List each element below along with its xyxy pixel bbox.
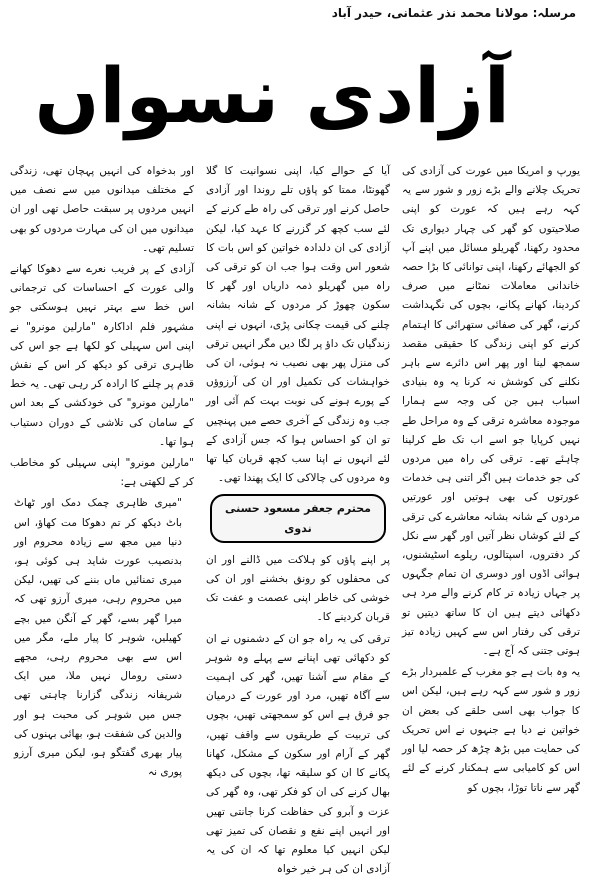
contributor-line: مرسلہ: مولانا محمد نذر عثمانی، حیدر آباد [331, 6, 576, 20]
column-middle [206, 162, 390, 876]
paragraph: آزادی کے پر فریب نعرے سے دھوکا کھانے والی عورت کے احساسات کی ترجمانی اس خط سے بہتر نہیں ہوسکتی جو مشہور فلم اداکارہ "مارلین مونرو" نے اپنی اس سہیلی کو لکھا ہے جو اس کی ظاہری ترقی کو دیکھ کر اس کے نقش قدم پر چلنے کا ارادہ کر رہی تھی۔ یہ خط "مارلین مونرو" کی خودکشی کے بعد اس کے سامان کی تلاشی کے دوران دستیاب ہوا تھا۔ [10, 263, 194, 448]
paragraph: اور بدخواہ کی انہیں پہچان تھی، زندگی کے مختلف میدانوں میں سے نصف میں انہیں مردوں پر سبقت حاصل تھی اور ان میدانوں میں ان کی مہارت مردوں کو بھی تسلیم تھی۔ [10, 165, 194, 254]
paragraph: آیا کے حوالے کیا، اپنی نسوانیت کا گلا گھونٹا، ممتا کو پاؤں تلے روندا اور آزادی حاصل کرنے اور ترقی کی راہ طے کرنے کے لئے سب کچھ کر گزرنے کا عہد کیا، لیکن آزادی کی ان دلدادہ خواتین کو اس بات کا شعور اس وقت ہوا جب ان کو ترقی کی راہ میں گھریلو ذمہ داریاں اور گھر کا سکون چھوڑ کر مردوں کے شانہ بشانہ چلنے کی قیمت چکانی پڑی، انہوں نے اپنی زندگیاں تک داؤ پر لگا دیں مگر انہیں ترقی کی منزل پھر بھی نصیب نہ ہوئی، ان کی خواہشات کی تکمیل اور ان کی آرزوؤں کے پورے ہونے کی نوبت بہت کم آئی اور جب وہ زندگی کے آخری حصے میں پہنچیں تو ان کو احساس ہوا کہ جس آزادی کے لئے انہوں نے اپنا سب کچھ قربان کیا تھا وہ مردوں کی چالاکی کا ایک پھندا تھی۔ [206, 165, 390, 485]
column-left [10, 162, 194, 779]
author-byline: محترم جعفر مسعود حسنی ندوی [210, 494, 386, 542]
article-title: آزادی نسواں [34, 51, 510, 140]
column-right [402, 162, 580, 794]
paragraph: پر اپنے پاؤں کو ہلاکت میں ڈالنے اور ان کی محفلوں کو رونق بخشنے اور ان کی خوشی کی خاطر اپنی عصمت و عفت تک قربان کردینے کا۔ [206, 553, 390, 624]
paragraph: "مارلین مونرو" اپنی سہیلی کو مخاطب کر کے لکھتی ہے: [10, 457, 194, 489]
paragraph: یہ وہ بات ہے جو مغرب کے علمبردار بڑے زور و شور سے کہہ رہے ہیں، لیکن اس کا جواب بھی اسی حلقے کی بعض ان خواتین نے دیا ہے جنہوں نے اس تحریک کی حمایت میں بڑھ چڑھ کر حصہ لیا اور اس کو کامیابی سے ہمکنار کرنے کے لئے گھر سے ناتا توڑا، بچوں کو [402, 666, 580, 794]
paragraph: ترقی کی یہ راہ جو ان کے دشمنوں نے ان کو دکھائی تھی اپنانے سے پہلے وہ شوہر کے مقام سے آشنا تھیں، گھر کی اہمیت سے آگاہ تھیں، مرد اور عورت کے درمیان جو فرق ہے اس کو سمجھتی تھیں، بچوں کی تربیت کے طریقوں سے واقف تھیں، گھر کے آرام اور سکون کے مشکل، کھانا پکانے کا ان کو سلیقہ تھا، بچوں کی دیکھ بھال کرنے کی ان کو فکر تھی، وہ گھر کی عزت و آبرو کی حفاظت کرنا جانتی تھیں اور انہیں اپنے نفع و نقصان کی تمیز تھی لیکن انہیں کیا معلوم تھا کہ ان کی یہ آزادی ان کی ہر خیر خواہ [206, 632, 390, 876]
paragraph: یورپ و امریکا میں عورت کی آزادی کی تحریک چلانے والے بڑے زور و شور سے یہ کہہ رہے ہیں کہ عورت کو اپنی صلاحیتوں کو گھر کی چہار دیواری تک محدود رکھنا، گھریلو مسائل میں اپنے آپ کو الجھائے رکھنا، اپنی توانائی کا بڑا حصہ خاندانی معاملات نمٹانے میں صرف کردینا، کھانے پکانے، بچوں کی نگہداشت کرنے، گھر کی صفائی ستھرائی کا اہتمام کرنے کو اپنی زندگی کا حقیقی مقصد سمجھ لینا اور پھر اس دائرے سے باہر نکلنے کی کوشش نہ کرنا یہ وہ بنیادی اسباب ہیں جن کی وجہ سے ہمارا موجودہ معاشرہ ترقی کے وہ مراحل طے نہیں کرپایا جو اسے اب تک طے کرلینا چاہئے تھے۔ ترقی کی راہ میں مردوں کی جو خدمات ہیں اگر اتنی ہی خدمات عورتوں کی بھی ہوتیں اور عورتیں مردوں کے شانہ بشانہ معاشرے کی ترقی کے لئے کوشاں نظر آتیں اور گھر سے نکل کر دفتروں، اسپتالوں، ریلوے اسٹیشنوں، ہوائی اڈوں اور دوسری ان تمام جگہوں پر جہاں زیادہ تر کام کرنے والے مرد ہی دکھائی دیتے ہیں ان کا ساتھ دیتیں تو ترقی کی رفتار اس سے کہیں زیادہ تیز ہوتی جتنی کہ آج ہے۔ [402, 165, 580, 658]
quoted-letter: "میری ظاہری چمک دمک اور ٹھاٹ باٹ دیکھ کر تم دھوکا مت کھاؤ، اس دنیا میں مجھ سے زیادہ محروم اور بدنصیب عورت شاید ہی کوئی ہو، میری تمنائیں ماں بننے کی تھیں، لیکن میں محروم رہی، میری آرزو تھی کہ میرا گھر بسے، گھر کے آنگن میں بچے کھیلیں، شوہر کا پیار ملے، مگر میں اس سے بھی محروم رہی، مجھے دستی رومال نہیں ملا، میں ایک شریفانہ زندگی گزارنا چاہتی تھی جس میں شوہر کی محبت ہو اور والدین کی شفقت ہو، بھائی بہنوں کی پیار بھری گفتگو ہو، لیکن میری آرزو پوری نہ [14, 497, 182, 779]
